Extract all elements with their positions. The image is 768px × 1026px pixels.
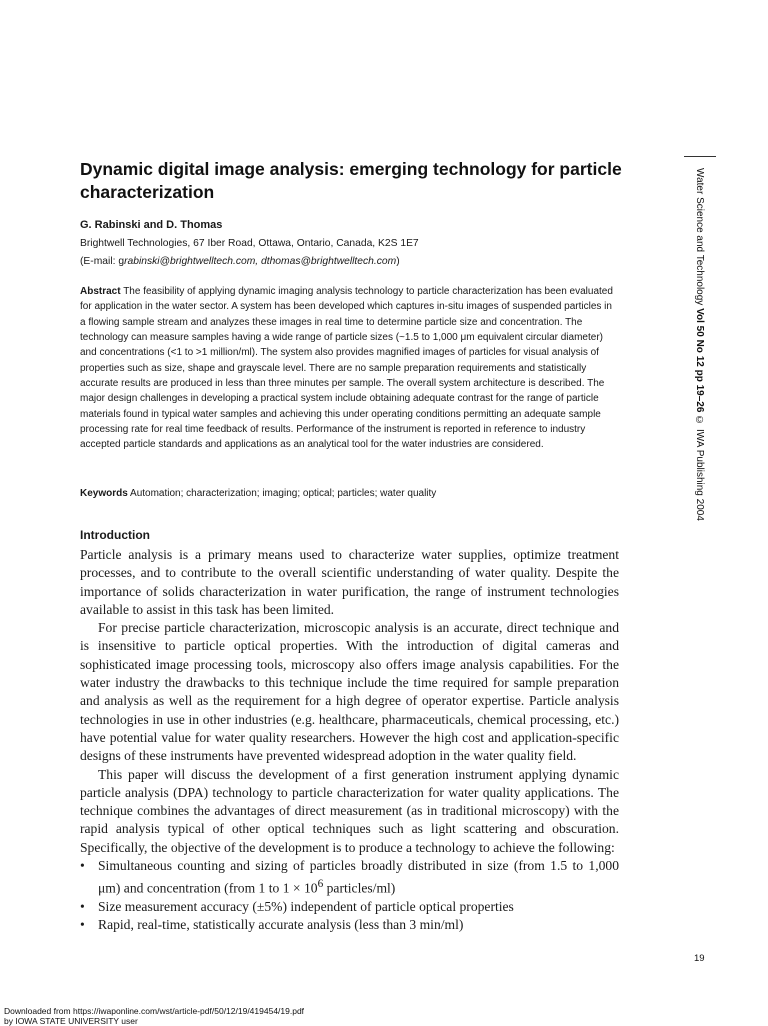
abstract-label: Abstract: [80, 286, 121, 297]
paragraph: This paper will discuss the development of a first generation instrument applying dynamic particle analysis (DPA) technology to particle characterization for water quality applications. The technique combines the advantages of direct measurement (as in traditional microscopy) with the rapid analysis typical of other optical techniques such as light scattering and obscuration. Specifically, the objective of the development is to produce a technology to achieve the following:: [80, 766, 619, 855]
download-user-line: by IOWA STATE UNIVERSITY user: [4, 1016, 138, 1026]
introduction-body: [80, 546, 619, 935]
publisher: © IWA Publishing 2004: [694, 415, 705, 521]
authors: G. Rabinski and D. Thomas: [80, 219, 223, 231]
keywords-label: Keywords: [80, 488, 128, 499]
list-item: • Size measurement accuracy (±5%) independent of particle optical properties: [80, 898, 619, 916]
paper-title: Dynamic digital image analysis: emerging technology for particle characterization: [80, 159, 622, 202]
volume-info: Vol 50 No 12 pp 19–26: [694, 308, 705, 413]
bullet1-text: Simultaneous counting and sizing of particles broadly distributed in size (from 1.5 to 1,000 μm) and concentration (from 1 to 1 × 10: [98, 858, 619, 896]
keywords: [80, 488, 620, 499]
journal-name: Water Science and Technology: [694, 168, 705, 306]
bullet1-exponent: 6: [317, 878, 324, 891]
email-addresses: rabinski@brightwelltech.com, dthomas@brightwelltech.com: [124, 256, 397, 267]
bullet1-tail: particles/ml): [323, 880, 396, 896]
email-prefix: (E-mail: g: [80, 256, 125, 267]
list-item: • Rapid, real-time, statistically accurate analysis (less than 3 min/ml): [80, 916, 619, 934]
page-number: 19: [694, 953, 705, 964]
section-heading-introduction: Introduction: [80, 528, 150, 542]
download-url-line: Downloaded from https://iwaponline.com/wst/article-pdf/50/12/19/419454/19.pdf: [4, 1006, 305, 1016]
objectives-list: [80, 857, 619, 935]
author-emails: [80, 256, 400, 267]
journal-sidebar: [694, 168, 705, 521]
abstract: [80, 284, 620, 453]
download-notice: [4, 1006, 304, 1026]
affiliation: Brightwell Technologies, 67 Iber Road, Ottawa, Ontario, Canada, K2S 1E7: [80, 238, 419, 249]
list-item: [80, 857, 619, 898]
paragraph: For precise particle characterization, microscopic analysis is an accurate, direct technique and is insensitive to particle optical properties. With the introduction of digital cameras and sophisticated image processing tools, microscopy also offers image analysis capabilities. For the water industry the drawbacks to this technique include the time required for sample preparation and analysis as well as the requirement for a high degree of operator expertise. Particle analysis technologies in use in other industries (e.g. healthcare, pharmaceuticals, chemical processing, etc.) have potential value for water quality researchers. However the high cost and application-specific designs of these instruments have prevented widespread adoption in the water quality field.: [80, 620, 619, 764]
sidebar-rule: [684, 156, 716, 157]
email-suffix: ): [396, 256, 400, 267]
abstract-text: The feasibility of applying dynamic imaging analysis technology to particle characterization has been evaluated for application in the water sector. A system has been developed which captures in-situ images of suspended particles in a flowing sample stream and analyzes these images in real time to determine particle size and concentration. The technology can measure samples having a wide range of particle sizes (~1.5 to 1,000 μm equivalent circular diameter) and concentrations (<1 to >1 million/ml). The system also provides magnified images of particles for visual analysis of properties such as size, shape and grayscale level. There are no sample preparation requirements and statistically accurate results are produced in less than three minutes per sample. The overall system architecture is described. The major design challenges in developing a practical system include obtaining adequate contrast for the range of particle materials found in typical water samples and achieving this under operating conditions permitting an adequate sample processing rate for real time feedback of results. Performance of the instrument is reported in reference to industry accepted particle standards and applications as an analytical tool for the water industries are considered.: [80, 286, 613, 451]
keywords-text: Automation; characterization; imaging; optical; particles; water quality: [130, 488, 437, 499]
paragraph: Particle analysis is a primary means used to characterize water supplies, optimize treatment processes, and to contribute to the overall scientific understanding of water quality. Despite the importance of solids characterization in water purification, the range of instrument technologies available to assist in this task has been limited.: [80, 547, 619, 617]
